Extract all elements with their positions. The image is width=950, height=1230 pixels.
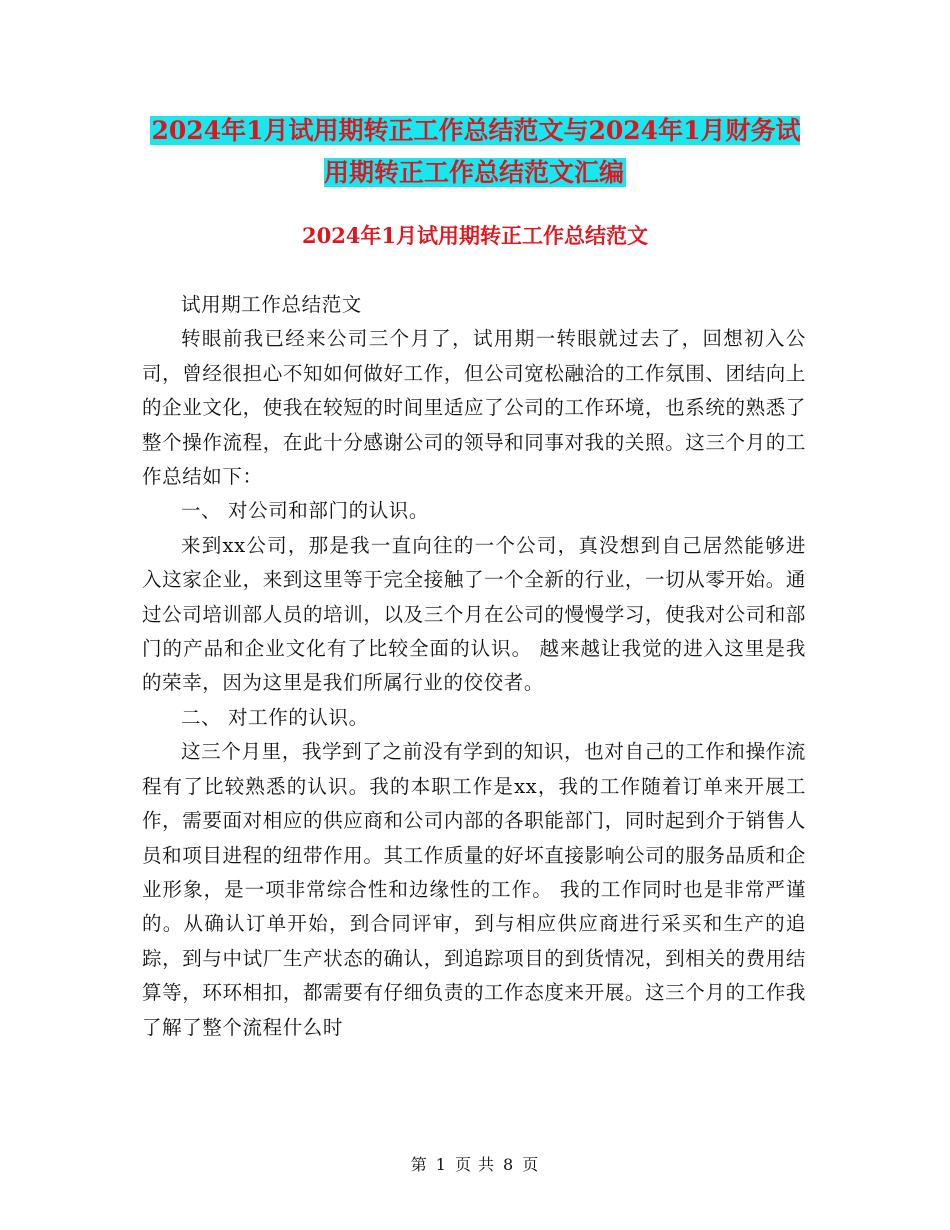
paragraph: 来到xx公司，那是我一直向往的一个公司，真没想到自己居然能够进入这家企业，来到这里等于完全接触了一个全新的行业，一切从零开始。通过公司培训部人员的培训，以及三个月在公司的慢慢学习，使我对公司和部门的产品和企业文化有了比较全面的认识。 越来越让我觉的进入这里是我的荣幸，因为这里是我们所属行业的佼佼者。 <box>142 533 806 695</box>
document-title-highlight: 2024年1月试用期转正工作总结范文与2024年1月财务试用期转正工作总结范文汇编 <box>151 116 801 187</box>
document-body <box>142 288 806 1045</box>
footer-page-number: 1 <box>435 1155 447 1174</box>
page-footer <box>0 1152 950 1175</box>
paragraph: 试用期工作总结范文 <box>181 293 362 316</box>
section-title: 2024年1月试用期转正工作总结范文 <box>301 223 649 248</box>
footer-prefix: 第 <box>410 1155 428 1174</box>
paragraph: 这三个月里，我学到了之前没有学到的知识，也对自己的工作和操作流程有了比较熟悉的认识。我的本职工作是xx，我的工作随着订单来开展工作，需要面对相应的供应商和公司内部的各职能部门，同时起到介于销售人员和项目进程的纽带作用。其工作质量的好坏直接影响公司的服务品质和企业形象，是一项非常综合性和边缘性的工作。 我的工作同时也是非常严谨的。从确认订单开始，到合同评审，到与相应供应商进行采买和生产的追踪，到与中试厂生产状态的确认，到追踪项目的到货情况，到相关的费用结算等，环环相扣，都需要有仔细负责的工作态度来开展。这三个月的工作我了解了整个流程什么时 <box>142 740 806 1039</box>
footer-suffix: 页 <box>522 1155 540 1174</box>
document-title <box>140 110 810 194</box>
footer-total-pages: 8 <box>503 1155 515 1174</box>
paragraph: 转眼前我已经来公司三个月了，试用期一转眼就过去了，回想初入公司，曾经很担心不知如何做好工作，但公司宽松融洽的工作氛围、团结向上的企业文化，使我在较短的时间里适应了公司的工作环境，也系统的熟悉了整个操作流程，在此十分感谢公司的领导和同事对我的关照。这三个月的工作总结如下： <box>142 327 806 489</box>
footer-mid: 页 共 <box>454 1155 496 1174</box>
paragraph: 一、 对公司和部门的认识。 <box>181 499 429 523</box>
paragraph: 二、 对工作的认识。 <box>181 705 369 729</box>
